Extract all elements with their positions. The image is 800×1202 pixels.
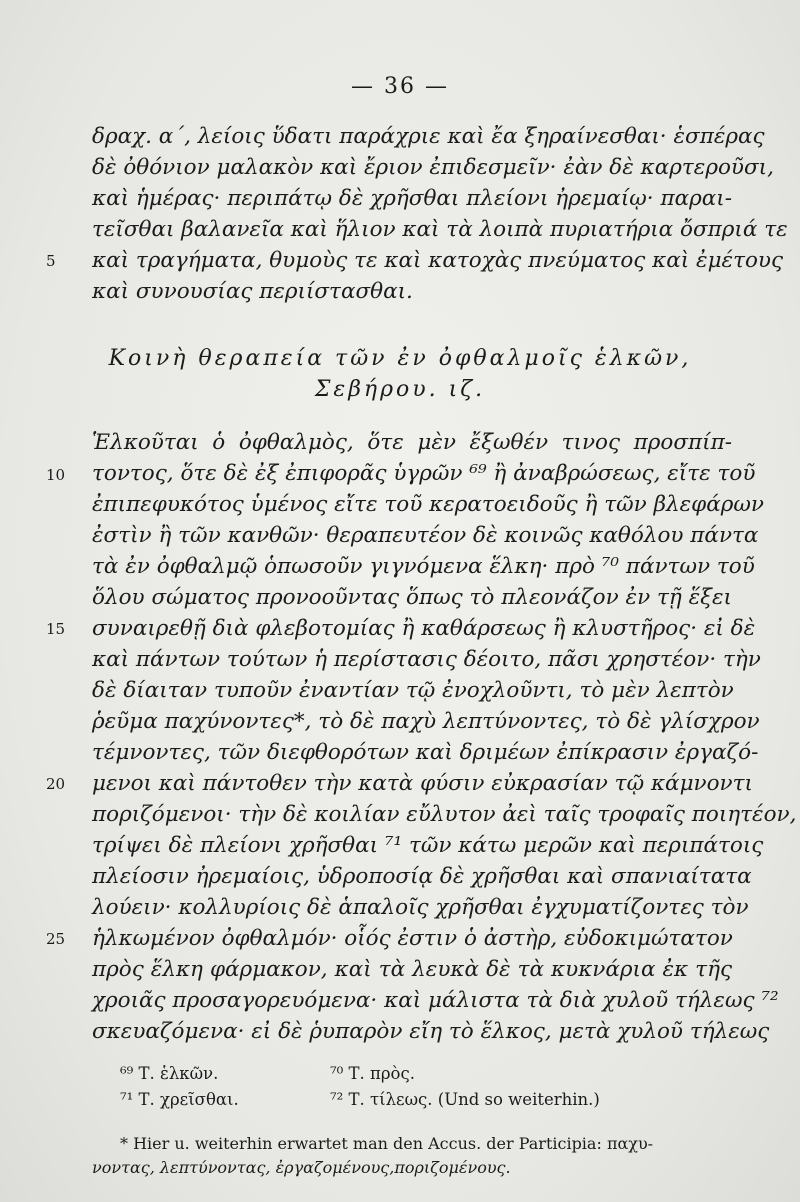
text-line: ῥεῦμα παχύνοντες*, τὸ δὲ παχὺ λεπτύνοντες, τὸ δὲ γλίσχρον — [92, 709, 760, 734]
text-line: μενοι καὶ πάντοθεν τὴν κατὰ φύσιν εὐκρασίαν τῷ κάμνοντι — [92, 771, 753, 796]
page-number: — 36 — — [351, 74, 449, 99]
text-line: πλείοσιν ἠρεμαίοις, ὑδροποσίᾳ δὲ χρῆσθαι καὶ σπανιαίτατα — [92, 864, 752, 889]
section-heading-author: Σεβήρου. ιζ. — [314, 377, 486, 402]
editorial-remark-continued: νοντας, λεπτύνοντας, ἐργαζομένους,ποριζομένους. — [92, 1158, 511, 1177]
text-line: συναιρεθῇ διὰ φλεβοτομίας ἢ καθάρσεως ἢ κλυστῆρος· εἰ δὲ — [92, 616, 756, 641]
text-line: χροιᾶς προσαγορευόμενα· καὶ μάλιστα τὰ διὰ χυλοῦ τήλεως ⁷² — [92, 988, 779, 1013]
text-line: ὅλου σώματος προνοοῦντας ὅπως τὸ πλεονάζον ἐν τῇ ἕξει — [92, 585, 732, 610]
footnote-72: ⁷² Τ. τίλεως. (Und so weiterhin.) — [330, 1090, 600, 1109]
text-line: ποριζόμενοι· τὴν δὲ κοιλίαν εὔλυτον ἀεὶ ταῖς τροφαῖς ποιητέον, — [92, 802, 797, 827]
editorial-remark: * Hier u. weiterhin erwartet man den Accus. der Participia: παχυ- — [120, 1134, 654, 1153]
text-line: καὶ συνουσίας περιίστασθαι. — [92, 279, 413, 304]
line-number: 5 — [46, 252, 56, 270]
text-line: τὰ ἐν ὀφθαλμῷ ὁπωσοῦν γιγνόμενα ἕλκη· πρὸ ⁷⁰ πάντων τοῦ — [92, 554, 755, 579]
text-line: τέμνοντες, τῶν διεφθορότων καὶ δριμέων ἐπίκρασιν ἐργαζό- — [92, 740, 759, 765]
text-line: πρὸς ἕλκη φάρμακον, καὶ τὰ λευκὰ δὲ τὰ κυκνάρια ἐκ τῆς — [92, 957, 732, 982]
line-number: 10 — [46, 466, 66, 484]
text-line: δραχ. α΄, λείοις ὕδατι παράχριε καὶ ἔα ξηραίνεσθαι· ἑσπέρας — [92, 124, 765, 149]
line-number: 20 — [46, 775, 66, 793]
line-number: 15 — [46, 620, 66, 638]
footnote-69: ⁶⁹ Τ. ἑλκῶν. — [120, 1064, 219, 1083]
text-line: τεῖσθαι βαλανεῖα καὶ ἥλιον καὶ τὰ λοιπὰ πυριατήρια ὄσπριά τε — [92, 217, 788, 242]
text-line: καὶ ἡμέρας· περιπάτῳ δὲ χρῆσθαι πλείονι ἠρεμαίῳ· παραι- — [92, 186, 732, 211]
text-line: σκευαζόμενα· εἰ δὲ ῥυπαρὸν εἴη τὸ ἕλκος, μετὰ χυλοῦ τήλεως — [92, 1019, 770, 1044]
footnote-70: ⁷⁰ Τ. πρὸς. — [330, 1064, 415, 1083]
text-line: Ἑλκοῦται ὁ ὀφθαλμὸς, ὅτε μὲν ἔξωθέν τινος προσπίπ- — [92, 430, 732, 455]
line-number: 25 — [46, 930, 66, 948]
text-line: καὶ τραγήματα, θυμοὺς τε καὶ κατοχὰς πνεύματος καὶ ἐμέτους — [92, 248, 784, 273]
section-heading: Κοινὴ θεραπεία τῶν ἐν ὀφθαλμοῖς ἑλκῶν, — [108, 346, 692, 371]
text-line: δὲ ὀθόνιον μαλακὸν καὶ ἔριον ἐπιδεσμεῖν· ἐὰν δὲ καρτεροῦσι, — [92, 155, 774, 180]
text-line: ἡλκωμένον ὀφθαλμόν· οἷός ἐστιν ὁ ἀστὴρ, εὐδοκιμώτατον — [92, 926, 733, 951]
text-line: καὶ πάντων τούτων ἡ περίστασις δέοιτο, πᾶσι χρηστέον· τὴν — [92, 647, 761, 672]
text-line: τρίψει δὲ πλείονι χρῆσθαι ⁷¹ τῶν κάτω μερῶν καὶ περιπάτοις — [92, 833, 764, 858]
text-line: τοντος, ὅτε δὲ ἐξ ἐπιφορᾶς ὑγρῶν ⁶⁹ ἢ ἀναβρώσεως, εἴτε τοῦ — [92, 461, 756, 486]
text-line: ἐπιπεφυκότος ὑμένος εἴτε τοῦ κερατοειδοῦς ἢ τῶν βλεφάρων — [92, 492, 764, 517]
footnote-71: ⁷¹ Τ. χρεῖσθαι. — [120, 1090, 239, 1109]
text-line: ἐστὶν ἢ τῶν κανθῶν· θεραπευτέον δὲ κοινῶς καθόλου πάντα — [92, 523, 759, 548]
text-line: δὲ δίαιταν τυποῦν ἐναντίαν τῷ ἐνοχλοῦντι, τὸ μὲν λεπτὸν — [92, 678, 734, 703]
text-line: λούειν· κολλυρίοις δὲ ἁπαλοῖς χρῆσθαι ἐγχυματίζοντες τὸν — [92, 895, 749, 920]
